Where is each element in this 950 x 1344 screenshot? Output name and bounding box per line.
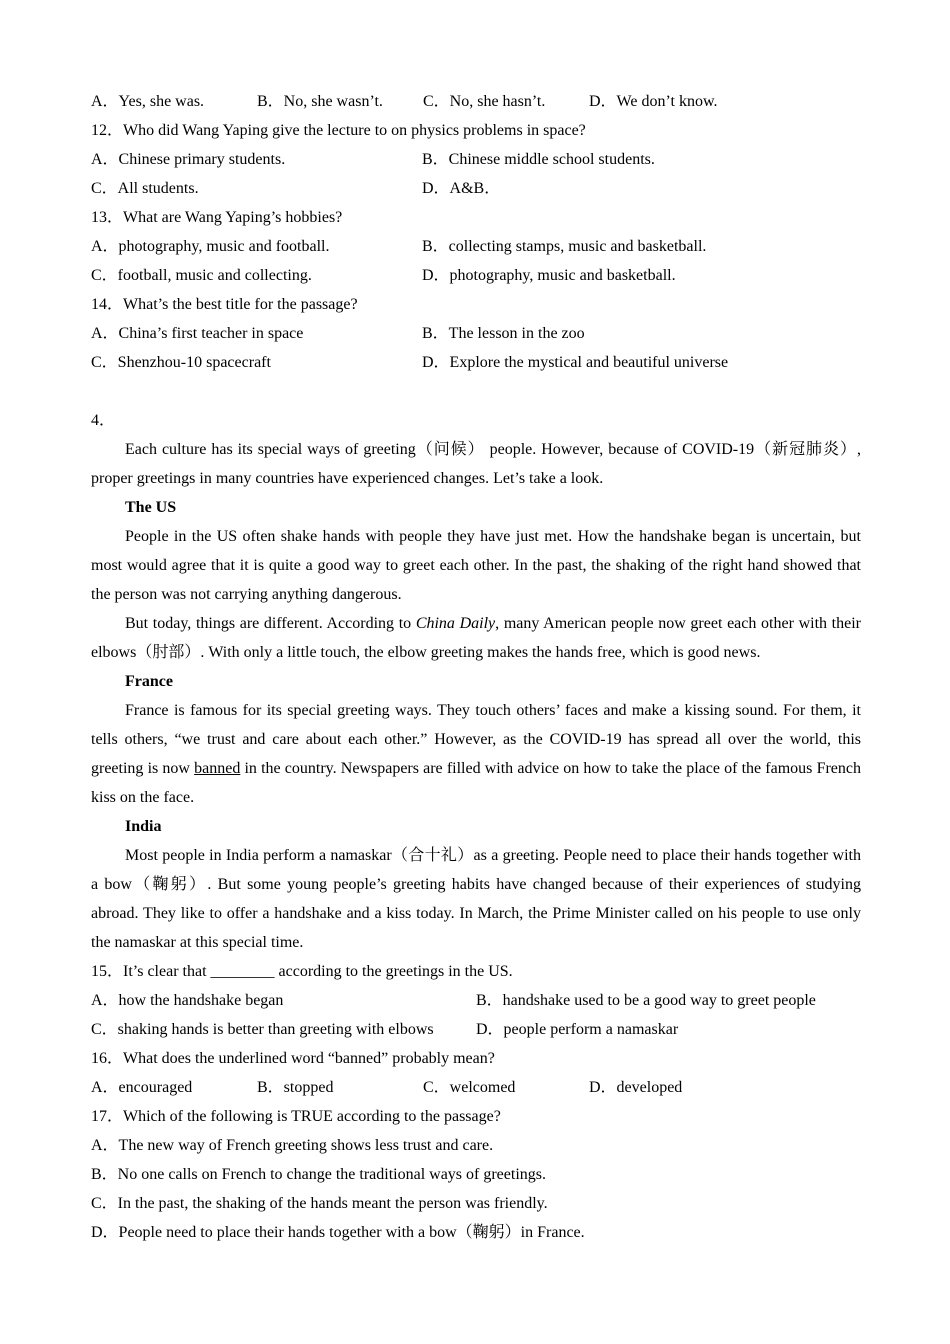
q16-options [91, 1073, 861, 1102]
q13-option-a[interactable]: A．photography, music and football. [91, 238, 330, 255]
q14-option-a[interactable]: A．China’s first teacher in space [91, 325, 304, 342]
q11-option-a[interactable]: A．Yes, she was. [91, 93, 205, 110]
q11-options [91, 87, 861, 116]
q12-option-d[interactable]: D．A&B． [422, 180, 501, 197]
q17-option-d[interactable]: D．People need to place their hands together with a bow（鞠躬）in France. [91, 1224, 585, 1241]
q14-option-b[interactable]: B．The lesson in the zoo [422, 325, 585, 342]
q12-options-row-1 [91, 145, 861, 174]
q16-option-c[interactable]: C．welcomed [423, 1079, 516, 1096]
heading-the-us: The US [125, 499, 177, 516]
q15-option-d[interactable]: D．people perform a namaskar [476, 1021, 679, 1038]
q12-option-a[interactable]: A．Chinese primary students. [91, 151, 286, 168]
source-china-daily: China Daily [415, 615, 496, 632]
underlined-word-banned: banned [194, 760, 241, 777]
q14-options-row-2 [91, 348, 861, 377]
section-number: 4． [91, 412, 116, 429]
q12-option-b[interactable]: B．Chinese middle school students. [422, 151, 655, 168]
passage-intro: Each culture has its special ways of greeting（问候） people. However, because of COVID-19（新冠肺炎）, proper greetings in many countries have experienced changes. Let’s take a look. [91, 441, 861, 487]
heading-france: France [125, 673, 173, 690]
q12-option-c[interactable]: C．All students. [91, 180, 199, 197]
worksheet-page [91, 87, 861, 1247]
q15-option-a[interactable]: A．how the handshake began [91, 992, 284, 1009]
q17-option-a[interactable]: A．The new way of French greeting shows less trust and care. [91, 1137, 494, 1154]
q11-option-c[interactable]: C．No, she hasn’t. [423, 93, 546, 110]
q13-options-row-1 [91, 232, 861, 261]
france-paragraph [91, 696, 861, 812]
q15-option-c[interactable]: C．shaking hands is better than greeting with elbows [91, 1021, 434, 1038]
q14-option-c[interactable]: C．Shenzhou-10 spacecraft [91, 354, 271, 371]
us-paragraph-2 [91, 609, 861, 667]
q12-options-row-2 [91, 174, 861, 203]
q15-option-b[interactable]: B．handshake used to be a good way to greet people [476, 992, 816, 1009]
us-paragraph-2-start: But today, things are different. According to [125, 615, 416, 632]
q16-question: 16．What does the underlined word “banned” probably mean? [91, 1050, 495, 1067]
q15-question: 15．It’s clear that ________ according to the greetings in the US. [91, 963, 513, 980]
q11-option-b[interactable]: B．No, she wasn’t. [257, 93, 383, 110]
france-paragraph-end: in the country. Newspapers are filled with advice on how to take the place of the famous French kiss on the face. [91, 760, 861, 806]
q16-option-a[interactable]: A．encouraged [91, 1079, 193, 1096]
q13-options-row-2 [91, 261, 861, 290]
q17-question: 17．Which of the following is TRUE according to the passage? [91, 1108, 501, 1125]
q14-question: 14．What’s the best title for the passage? [91, 296, 358, 313]
q14-options-row-1 [91, 319, 861, 348]
france-paragraph-start: France is famous for its special greeting ways. They touch others’ faces and make a kissing sound. For them, it tells others, “we trust and care about each other.” However, as the COVID-19 has spread all over the world, this greeting is now [91, 702, 861, 777]
india-paragraph: Most people in India perform a namaskar（合十礼）as a greeting. People need to place their hands together with a bow（鞠躬）. But some young people’s greeting habits have changed because of their experiences of studying abroad. They like to offer a handshake and a kiss today. In March, the Prime Minister called on his people to use only the namaskar at this special time. [91, 847, 861, 951]
q13-option-b[interactable]: B．collecting stamps, music and basketball. [422, 238, 707, 255]
q14-option-d[interactable]: D．Explore the mystical and beautiful universe [422, 354, 729, 371]
q16-option-d[interactable]: D．developed [589, 1079, 683, 1096]
us-paragraph-2-end: , many American people now greet each other with their elbows（肘部）. With only a little touch, the elbow greeting makes the hands free, which is good news. [91, 615, 862, 661]
q13-option-d[interactable]: D．photography, music and basketball. [422, 267, 676, 284]
q11-option-d[interactable]: D．We don’t know. [589, 93, 718, 110]
q13-question: 13．What are Wang Yaping’s hobbies? [91, 209, 343, 226]
q17-option-c[interactable]: C．In the past, the shaking of the hands meant the person was friendly. [91, 1195, 548, 1212]
section-gap [91, 377, 861, 406]
q15-options-row-1 [91, 986, 861, 1015]
q15-options-row-2 [91, 1015, 861, 1044]
q13-option-c[interactable]: C．football, music and collecting. [91, 267, 312, 284]
heading-india: India [125, 818, 162, 835]
q12-question: 12．Who did Wang Yaping give the lecture to on physics problems in space? [91, 122, 586, 139]
q16-option-b[interactable]: B．stopped [257, 1079, 334, 1096]
us-paragraph-1: People in the US often shake hands with people they have just met. How the handshake began is uncertain, but most would agree that it is quite a good way to greet each other. In the past, the shaking of the right hand showed that the person was not carrying anything dangerous. [91, 528, 861, 603]
q17-option-b[interactable]: B．No one calls on French to change the traditional ways of greetings. [91, 1166, 546, 1183]
